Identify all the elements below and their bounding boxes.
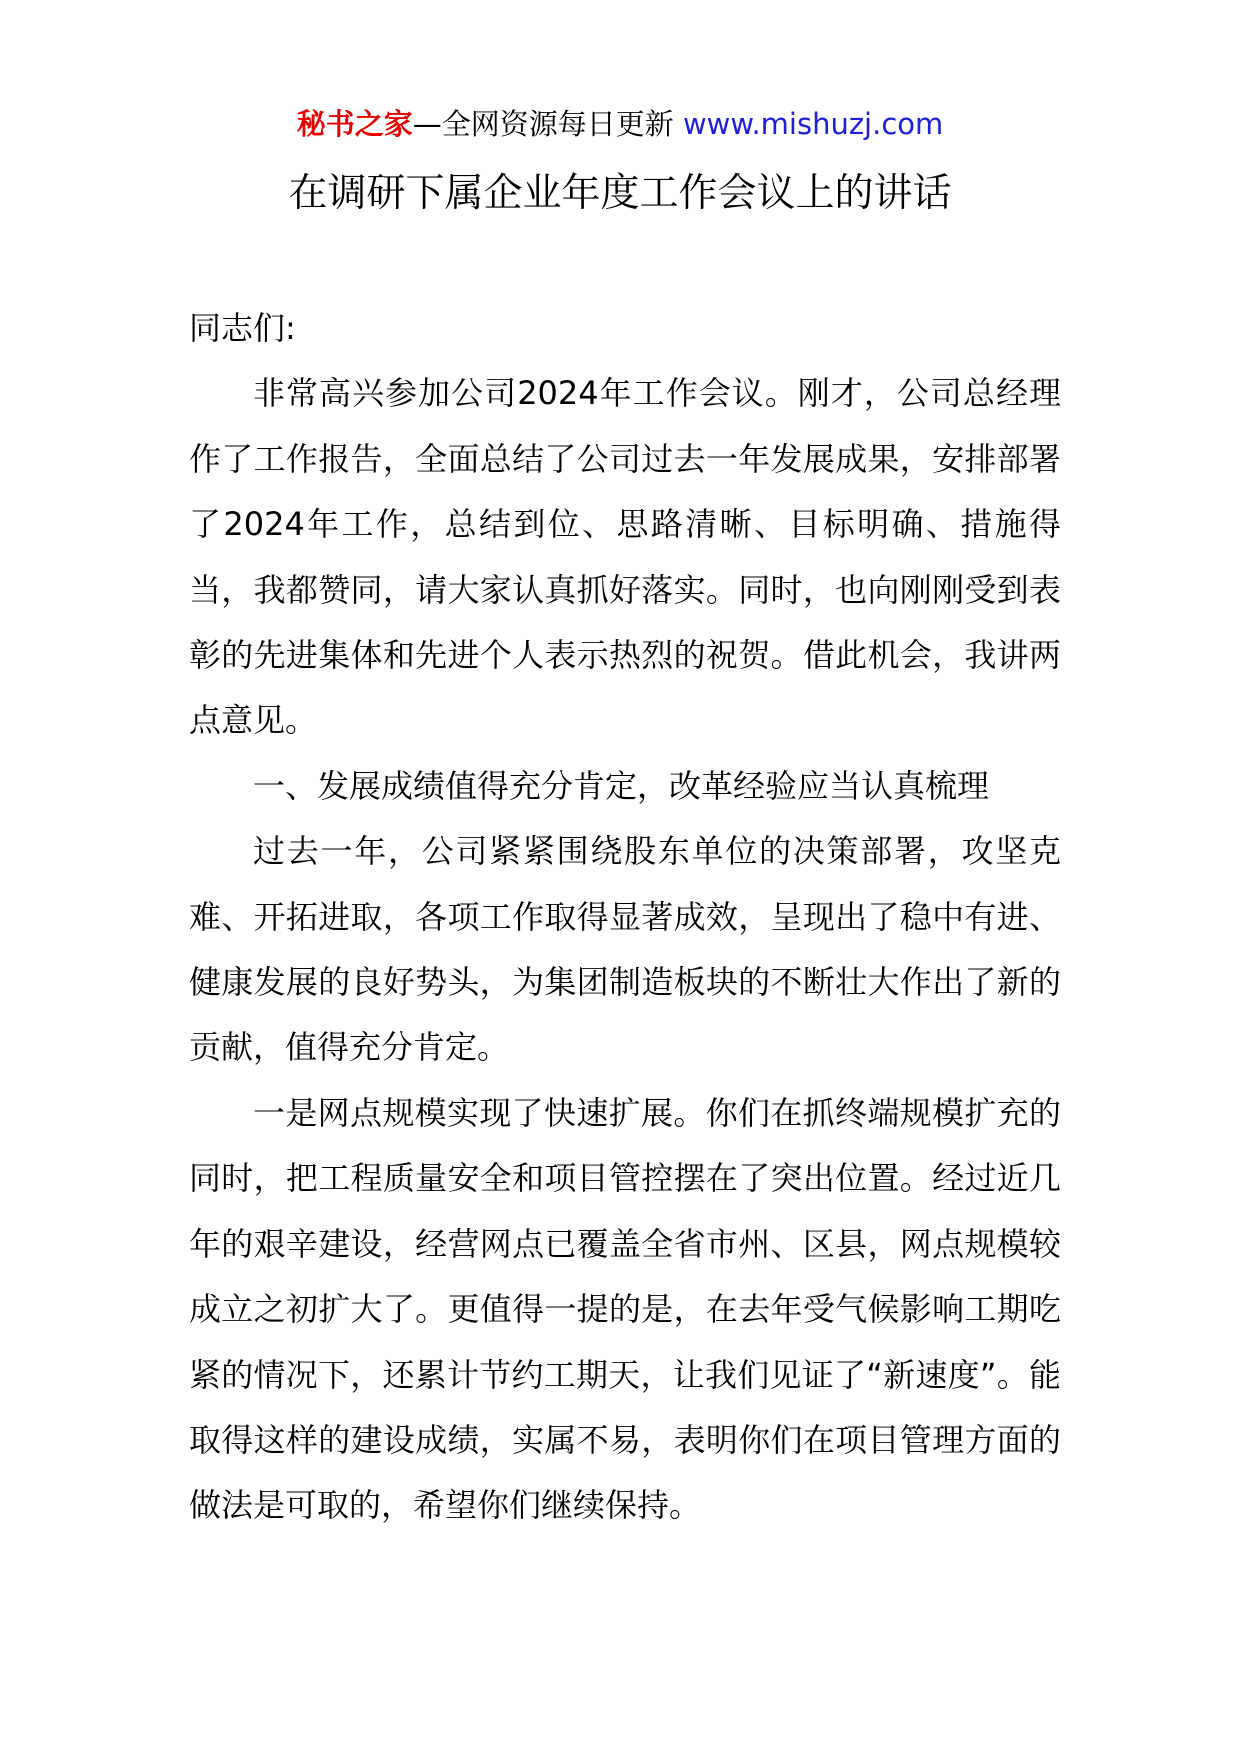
salutation: 同志们: [189,309,296,347]
site-slogan: —全网资源每日更新 [412,107,674,141]
paragraph-network-expansion: 一是网点规模实现了快速扩展。你们在抓终端规模扩充的同时，把工程质量安全和项目管控摆在了突出位置。经过近几年的艰辛建设，经营网点已覆盖全省市州、区县，网点规模较成立之初扩大了。更值得一提的是，在去年受气候影响工期吃紧的情况下，还累计节约工期天，让我们见证了“新速度”。能取得这样的建设成绩，实属不易，表明你们在项目管理方面的做法是可取的，希望你们继续保持。 [189,1093,1061,1525]
section-heading: 一、发展成绩值得充分肯定，改革经验应当认真梳理 [253,766,990,805]
site-url[interactable]: www.mishuzj.com [682,107,944,141]
paragraph-achievements: 过去一年，公司紧紧围绕股东单位的决策部署，攻坚克难、开拓进取，各项工作取得显著成效，呈现出了稳中有进、健康发展的良好势头，为集团制造板块的不断壮大作出了新的贡献，值得充分肯定。 [189,832,1061,1067]
site-header [0,104,1240,144]
document-title: 在调研下属企业年度工作会议上的讲话 [288,171,952,216]
paragraph-intro: 非常高兴参加公司2024年工作会议。刚才，公司总经理作了工作报告，全面总结了公司过去一年发展成果，安排部署了2024年工作，总结到位、思路清晰、目标明确、措施得当，我都赞同，请大家认真抓好落实。同时，也向刚刚受到表彰的先进集体和先进个人表示热烈的祝贺。借此机会，我讲两点意见。 [189,374,1061,740]
document-body [189,296,1061,1539]
site-brand: 秘书之家 [296,107,413,141]
